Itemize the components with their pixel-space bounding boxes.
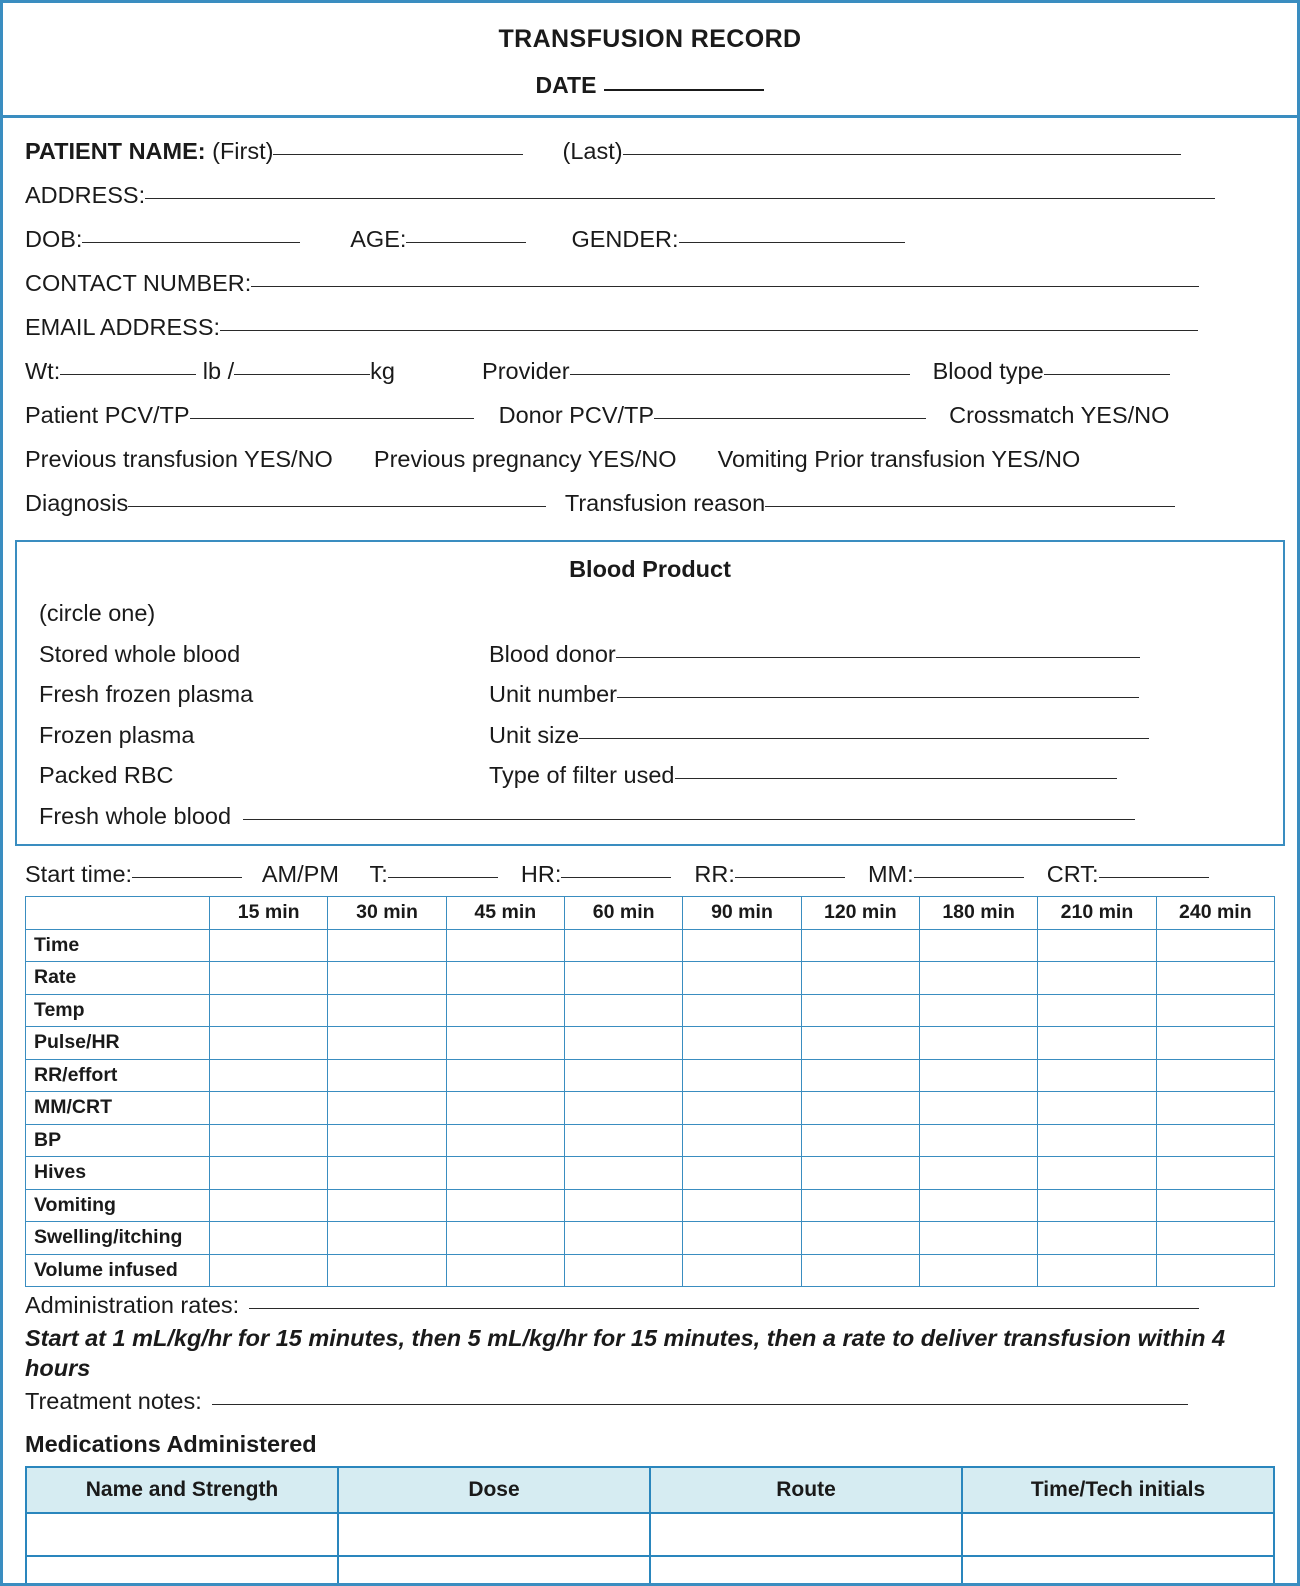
diagnosis-label: Diagnosis [25, 490, 129, 516]
vitals-row-label-rr-effort: RR/effort [26, 1059, 210, 1092]
email-address-row [25, 308, 1275, 346]
blood-product-option-frozen-plasma[interactable]: Frozen plasma [39, 721, 195, 748]
vitals-cell[interactable] [1038, 1189, 1156, 1222]
start-time-blank-line[interactable] [132, 877, 242, 878]
vitals-col-210min: 210 min [1038, 897, 1156, 930]
vitals-cell[interactable] [210, 929, 328, 962]
administration-rates-row [25, 1289, 1275, 1321]
administration-rates-label: Administration rates: [25, 1292, 240, 1318]
email-address-label: EMAIL ADDRESS: [25, 314, 221, 340]
gender-label: GENDER: [571, 226, 679, 252]
transfusion-reason-label: Transfusion reason [564, 490, 766, 516]
blood-product-title: Blood Product [569, 556, 731, 582]
vitals-cell[interactable] [919, 962, 1037, 995]
blood-product-option-stored-whole-blood[interactable]: Stored whole blood [39, 640, 241, 667]
medications-cell[interactable] [338, 1513, 650, 1556]
blood-donor-label: Blood donor [489, 640, 616, 667]
vitals-table-header-row [26, 897, 1275, 930]
provider-label: Provider [482, 358, 570, 384]
medications-table-body [26, 1513, 1274, 1586]
dob-label: DOB: [25, 226, 83, 252]
unit-number-row [489, 674, 1261, 715]
vitals-cell[interactable] [1156, 962, 1274, 995]
vitals-cell[interactable] [801, 1059, 919, 1092]
blood-product-option-fresh-whole-blood[interactable]: Fresh whole blood [39, 802, 232, 829]
blood-product-options-column [39, 593, 489, 796]
vitals-cell[interactable] [564, 1254, 682, 1287]
vitals-monitoring-table [25, 896, 1275, 1287]
patient-pcv-blank-line[interactable] [190, 418, 474, 419]
medications-table-header-row [26, 1467, 1274, 1513]
table-row [26, 962, 1275, 995]
vitals-cell[interactable] [1038, 962, 1156, 995]
pcv-crossmatch-row [25, 396, 1275, 434]
vitals-cell[interactable] [328, 1027, 446, 1060]
vitals-cell[interactable] [328, 994, 446, 1027]
temperature-blank-line[interactable] [388, 877, 498, 878]
vitals-cell[interactable] [446, 929, 564, 962]
start-time-row [25, 856, 1275, 892]
vitals-cell[interactable] [446, 962, 564, 995]
vitals-cell[interactable] [1156, 1157, 1274, 1190]
vitals-cell[interactable] [1156, 994, 1274, 1027]
crt-label: CRT: [1046, 861, 1099, 887]
vitals-cell[interactable] [919, 1124, 1037, 1157]
vitals-cell[interactable] [210, 1092, 328, 1125]
vitals-cell[interactable] [210, 1124, 328, 1157]
type-of-filter-row [489, 755, 1261, 796]
address-blank-line[interactable] [145, 198, 1215, 199]
vitals-corner-cell [26, 897, 210, 930]
vitals-row-label-mm-crt: MM/CRT [26, 1092, 210, 1125]
page-title: TRANSFUSION RECORD [498, 25, 802, 53]
vitals-cell[interactable] [1156, 929, 1274, 962]
fresh-whole-blood-row [39, 796, 1261, 837]
vitals-cell[interactable] [446, 1059, 564, 1092]
vitals-cell[interactable] [801, 1189, 919, 1222]
start-time-label: Start time: [25, 861, 133, 887]
vitals-cell[interactable] [328, 962, 446, 995]
vitals-cell[interactable] [564, 1059, 682, 1092]
vitals-cell[interactable] [801, 1157, 919, 1190]
vitals-cell[interactable] [683, 1189, 801, 1222]
blood-donor-row [489, 634, 1261, 675]
vitals-cell[interactable] [210, 1059, 328, 1092]
vitals-table-body [26, 929, 1275, 1287]
blood-type-blank-line[interactable] [1044, 374, 1170, 375]
vitals-col-30min: 30 min [328, 897, 446, 930]
vitals-cell[interactable] [446, 1189, 564, 1222]
vitals-cell[interactable] [1038, 1157, 1156, 1190]
treatment-notes-blank-line[interactable] [212, 1404, 1188, 1405]
contact-number-label: CONTACT NUMBER: [25, 270, 252, 296]
last-name-blank-line[interactable] [623, 154, 1181, 155]
vitals-cell[interactable] [683, 1059, 801, 1092]
gender-blank-line[interactable] [679, 242, 905, 243]
vitals-cell[interactable] [564, 1092, 682, 1125]
vitals-cell[interactable] [564, 1222, 682, 1255]
vitals-cell[interactable] [1156, 1189, 1274, 1222]
weight-provider-bloodtype-row [25, 352, 1275, 390]
vitals-cell[interactable] [564, 994, 682, 1027]
vitals-cell[interactable] [1156, 1254, 1274, 1287]
address-row [25, 176, 1275, 214]
vitals-cell[interactable] [446, 1254, 564, 1287]
vitals-cell[interactable] [446, 1124, 564, 1157]
medications-col-name-and-strength: Name and Strength [26, 1467, 338, 1513]
vitals-cell[interactable] [919, 1189, 1037, 1222]
medications-cell[interactable] [650, 1513, 962, 1556]
date-label: DATE [535, 72, 597, 98]
weight-label: Wt: [25, 358, 61, 384]
lb-unit-label: lb / [202, 358, 235, 384]
vitals-cell[interactable] [446, 994, 564, 1027]
vitals-row-label-volume-infused: Volume infused [26, 1254, 210, 1287]
transfusion-reason-blank-line[interactable] [765, 506, 1175, 507]
last-name-label: (Last) [562, 138, 623, 164]
vitals-cell[interactable] [446, 1222, 564, 1255]
vitals-cell[interactable] [801, 962, 919, 995]
vitals-col-180min: 180 min [919, 897, 1037, 930]
vitals-cell[interactable] [1038, 1222, 1156, 1255]
mucous-membrane-label: MM: [867, 861, 914, 887]
vomiting-prior-transfusion-label[interactable]: Vomiting Prior transfusion YES/NO [717, 446, 1081, 472]
unit-number-blank-line[interactable] [617, 697, 1139, 698]
vitals-cell[interactable] [919, 1092, 1037, 1125]
first-name-label: (First) [212, 138, 274, 164]
table-row [26, 994, 1275, 1027]
history-row [25, 440, 1275, 478]
provider-blank-line[interactable] [570, 374, 910, 375]
unit-number-label: Unit number [489, 681, 617, 707]
vitals-cell[interactable] [210, 1157, 328, 1190]
resp-rate-blank-line[interactable] [735, 877, 845, 878]
blood-product-section [15, 540, 1285, 846]
medications-cell[interactable] [650, 1556, 962, 1586]
medications-col-route: Route [650, 1467, 962, 1513]
vitals-row-label-time: Time [26, 929, 210, 962]
vitals-cell[interactable] [210, 962, 328, 995]
vitals-cell[interactable] [919, 1059, 1037, 1092]
diagnosis-blank-line[interactable] [128, 506, 546, 507]
vitals-row-label-swelling-itching: Swelling/itching [26, 1222, 210, 1255]
vitals-cell[interactable] [1156, 1059, 1274, 1092]
vitals-cell[interactable] [210, 1027, 328, 1060]
vitals-cell[interactable] [564, 1157, 682, 1190]
table-row [26, 1027, 1275, 1060]
vitals-row-label-rate: Rate [26, 962, 210, 995]
vitals-cell[interactable] [683, 994, 801, 1027]
vitals-cell[interactable] [683, 1124, 801, 1157]
circle-one-instruction: (circle one) [39, 600, 156, 626]
ampm-label[interactable]: AM/PM [261, 861, 339, 887]
vitals-cell[interactable] [919, 929, 1037, 962]
blood-donor-blank-line[interactable] [616, 657, 1140, 658]
vitals-col-15min: 15 min [210, 897, 328, 930]
medications-cell[interactable] [26, 1556, 338, 1586]
vitals-cell[interactable] [683, 1222, 801, 1255]
medications-section-title: Medications Administered [25, 1431, 317, 1457]
donor-pcv-label: Donor PCV/TP [498, 402, 655, 428]
vitals-cell[interactable] [1038, 1027, 1156, 1060]
resp-rate-label: RR: [694, 861, 735, 887]
vitals-cell[interactable] [1156, 1027, 1274, 1060]
table-row [26, 1124, 1275, 1157]
page-header [3, 3, 1297, 118]
vitals-cell[interactable] [683, 1157, 801, 1190]
dob-blank-line[interactable] [82, 242, 300, 243]
vitals-cell[interactable] [210, 1189, 328, 1222]
medications-cell[interactable] [26, 1513, 338, 1556]
medications-administered-table [25, 1466, 1275, 1586]
heart-rate-label: HR: [520, 861, 562, 887]
fresh-whole-blood-blank-line[interactable] [243, 819, 1135, 820]
vitals-cell[interactable] [328, 1059, 446, 1092]
vitals-cell[interactable] [683, 962, 801, 995]
medications-cell[interactable] [338, 1556, 650, 1586]
vitals-cell[interactable] [564, 1189, 682, 1222]
dob-age-gender-row [25, 220, 1275, 258]
vitals-cell[interactable] [564, 962, 682, 995]
vitals-row-label-bp: BP [26, 1124, 210, 1157]
donor-pcv-blank-line[interactable] [654, 418, 926, 419]
vitals-cell[interactable] [1038, 1059, 1156, 1092]
vitals-cell[interactable] [683, 929, 801, 962]
vitals-cell[interactable] [564, 929, 682, 962]
weight-lb-blank-line[interactable] [60, 374, 196, 375]
vitals-cell[interactable] [446, 1157, 564, 1190]
vitals-cell[interactable] [1038, 929, 1156, 962]
vitals-cell[interactable] [1038, 994, 1156, 1027]
vitals-cell[interactable] [328, 1157, 446, 1190]
vitals-cell[interactable] [1156, 1092, 1274, 1125]
treatment-notes-label: Treatment notes: [25, 1388, 202, 1414]
vitals-col-90min: 90 min [683, 897, 801, 930]
email-address-blank-line[interactable] [220, 330, 1198, 331]
crt-blank-line[interactable] [1099, 877, 1209, 878]
date-blank-line[interactable] [604, 89, 764, 91]
previous-transfusion-label[interactable]: Previous transfusion YES/NO [25, 446, 333, 472]
vitals-cell[interactable] [1038, 1124, 1156, 1157]
previous-pregnancy-label[interactable]: Previous pregnancy YES/NO [373, 446, 677, 472]
vitals-cell[interactable] [919, 1254, 1037, 1287]
diagnosis-reason-row [25, 484, 1275, 522]
table-row [26, 1059, 1275, 1092]
blood-product-fields-column [489, 593, 1261, 796]
vitals-cell[interactable] [210, 1254, 328, 1287]
unit-size-row [489, 715, 1261, 756]
vitals-cell[interactable] [1156, 1124, 1274, 1157]
vitals-cell[interactable] [564, 1027, 682, 1060]
vitals-cell[interactable] [683, 1027, 801, 1060]
vitals-cell[interactable] [801, 1092, 919, 1125]
blood-product-option-packed-rbc[interactable]: Packed RBC [39, 762, 174, 788]
vitals-cell[interactable] [1038, 1254, 1156, 1287]
contact-number-row [25, 264, 1275, 302]
mucous-membrane-blank-line[interactable] [914, 877, 1024, 878]
vitals-cell[interactable] [328, 1092, 446, 1125]
vitals-col-240min: 240 min [1156, 897, 1274, 930]
medications-cell[interactable] [962, 1556, 1274, 1586]
date-field-row [3, 72, 1297, 99]
vitals-row-label-pulse-hr: Pulse/HR [26, 1027, 210, 1060]
vitals-cell[interactable] [328, 1124, 446, 1157]
vitals-row-label-temp: Temp [26, 994, 210, 1027]
administration-rates-blank-line[interactable] [249, 1308, 1199, 1309]
age-blank-line[interactable] [406, 242, 526, 243]
vitals-cell[interactable] [919, 1027, 1037, 1060]
vitals-col-60min: 60 min [564, 897, 682, 930]
blood-product-option-fresh-frozen-plasma[interactable]: Fresh frozen plasma [39, 681, 254, 707]
unit-size-blank-line[interactable] [579, 738, 1149, 739]
table-row [26, 1513, 1274, 1556]
vitals-col-120min: 120 min [801, 897, 919, 930]
vitals-cell[interactable] [801, 1124, 919, 1157]
temperature-label: T: [369, 861, 388, 887]
vitals-cell[interactable] [210, 1222, 328, 1255]
vitals-cell[interactable] [683, 1254, 801, 1287]
type-of-filter-label: Type of filter used [489, 762, 675, 788]
vitals-cell[interactable] [328, 1254, 446, 1287]
table-row [26, 1189, 1275, 1222]
first-name-blank-line[interactable] [273, 154, 523, 155]
table-row [26, 1222, 1275, 1255]
heart-rate-blank-line[interactable] [561, 877, 671, 878]
vitals-cell[interactable] [919, 994, 1037, 1027]
address-label: ADDRESS: [25, 182, 146, 208]
patient-name-label: PATIENT NAME: [25, 138, 206, 164]
vitals-cell[interactable] [919, 1157, 1037, 1190]
vitals-cell[interactable] [446, 1092, 564, 1125]
vitals-cell[interactable] [801, 1222, 919, 1255]
patient-name-row [25, 132, 1275, 170]
medications-col-time-tech-initials: Time/Tech initials [962, 1467, 1274, 1513]
vitals-cell[interactable] [1038, 1092, 1156, 1125]
contact-number-blank-line[interactable] [251, 286, 1199, 287]
table-row [26, 1092, 1275, 1125]
vitals-cell[interactable] [801, 929, 919, 962]
blood-type-label: Blood type [932, 358, 1044, 384]
type-of-filter-blank-line[interactable] [675, 778, 1117, 779]
vitals-cell[interactable] [801, 1254, 919, 1287]
unit-size-label: Unit size [489, 721, 580, 748]
age-label: AGE: [350, 226, 407, 252]
weight-kg-blank-line[interactable] [234, 374, 370, 375]
vitals-cell[interactable] [210, 994, 328, 1027]
vitals-cell[interactable] [328, 929, 446, 962]
patient-pcv-label: Patient PCV/TP [25, 402, 190, 428]
vitals-cell[interactable] [328, 1222, 446, 1255]
vitals-cell[interactable] [564, 1124, 682, 1157]
vitals-cell[interactable] [801, 994, 919, 1027]
crossmatch-label[interactable]: Crossmatch YES/NO [949, 402, 1170, 428]
administration-rates-note: Start at 1 mL/kg/hr for 15 minutes, then 5 mL/kg/hr for 15 minutes, then a rate to deliver transfusion within 4 hours [25, 1325, 1226, 1381]
vitals-cell[interactable] [446, 1027, 564, 1060]
vitals-cell[interactable] [683, 1092, 801, 1125]
kg-unit-label: kg [370, 358, 395, 384]
table-row [26, 1254, 1275, 1287]
vitals-col-45min: 45 min [446, 897, 564, 930]
table-row [26, 1157, 1275, 1190]
vitals-cell[interactable] [801, 1027, 919, 1060]
vitals-row-label-hives: Hives [26, 1157, 210, 1190]
vitals-cell[interactable] [919, 1222, 1037, 1255]
vitals-cell[interactable] [328, 1189, 446, 1222]
vitals-cell[interactable] [1156, 1222, 1274, 1255]
medications-cell[interactable] [962, 1513, 1274, 1556]
treatment-notes-row [25, 1385, 1275, 1417]
table-row [26, 1556, 1274, 1586]
medications-col-dose: Dose [338, 1467, 650, 1513]
vitals-row-label-vomiting: Vomiting [26, 1189, 210, 1222]
table-row [26, 929, 1275, 962]
